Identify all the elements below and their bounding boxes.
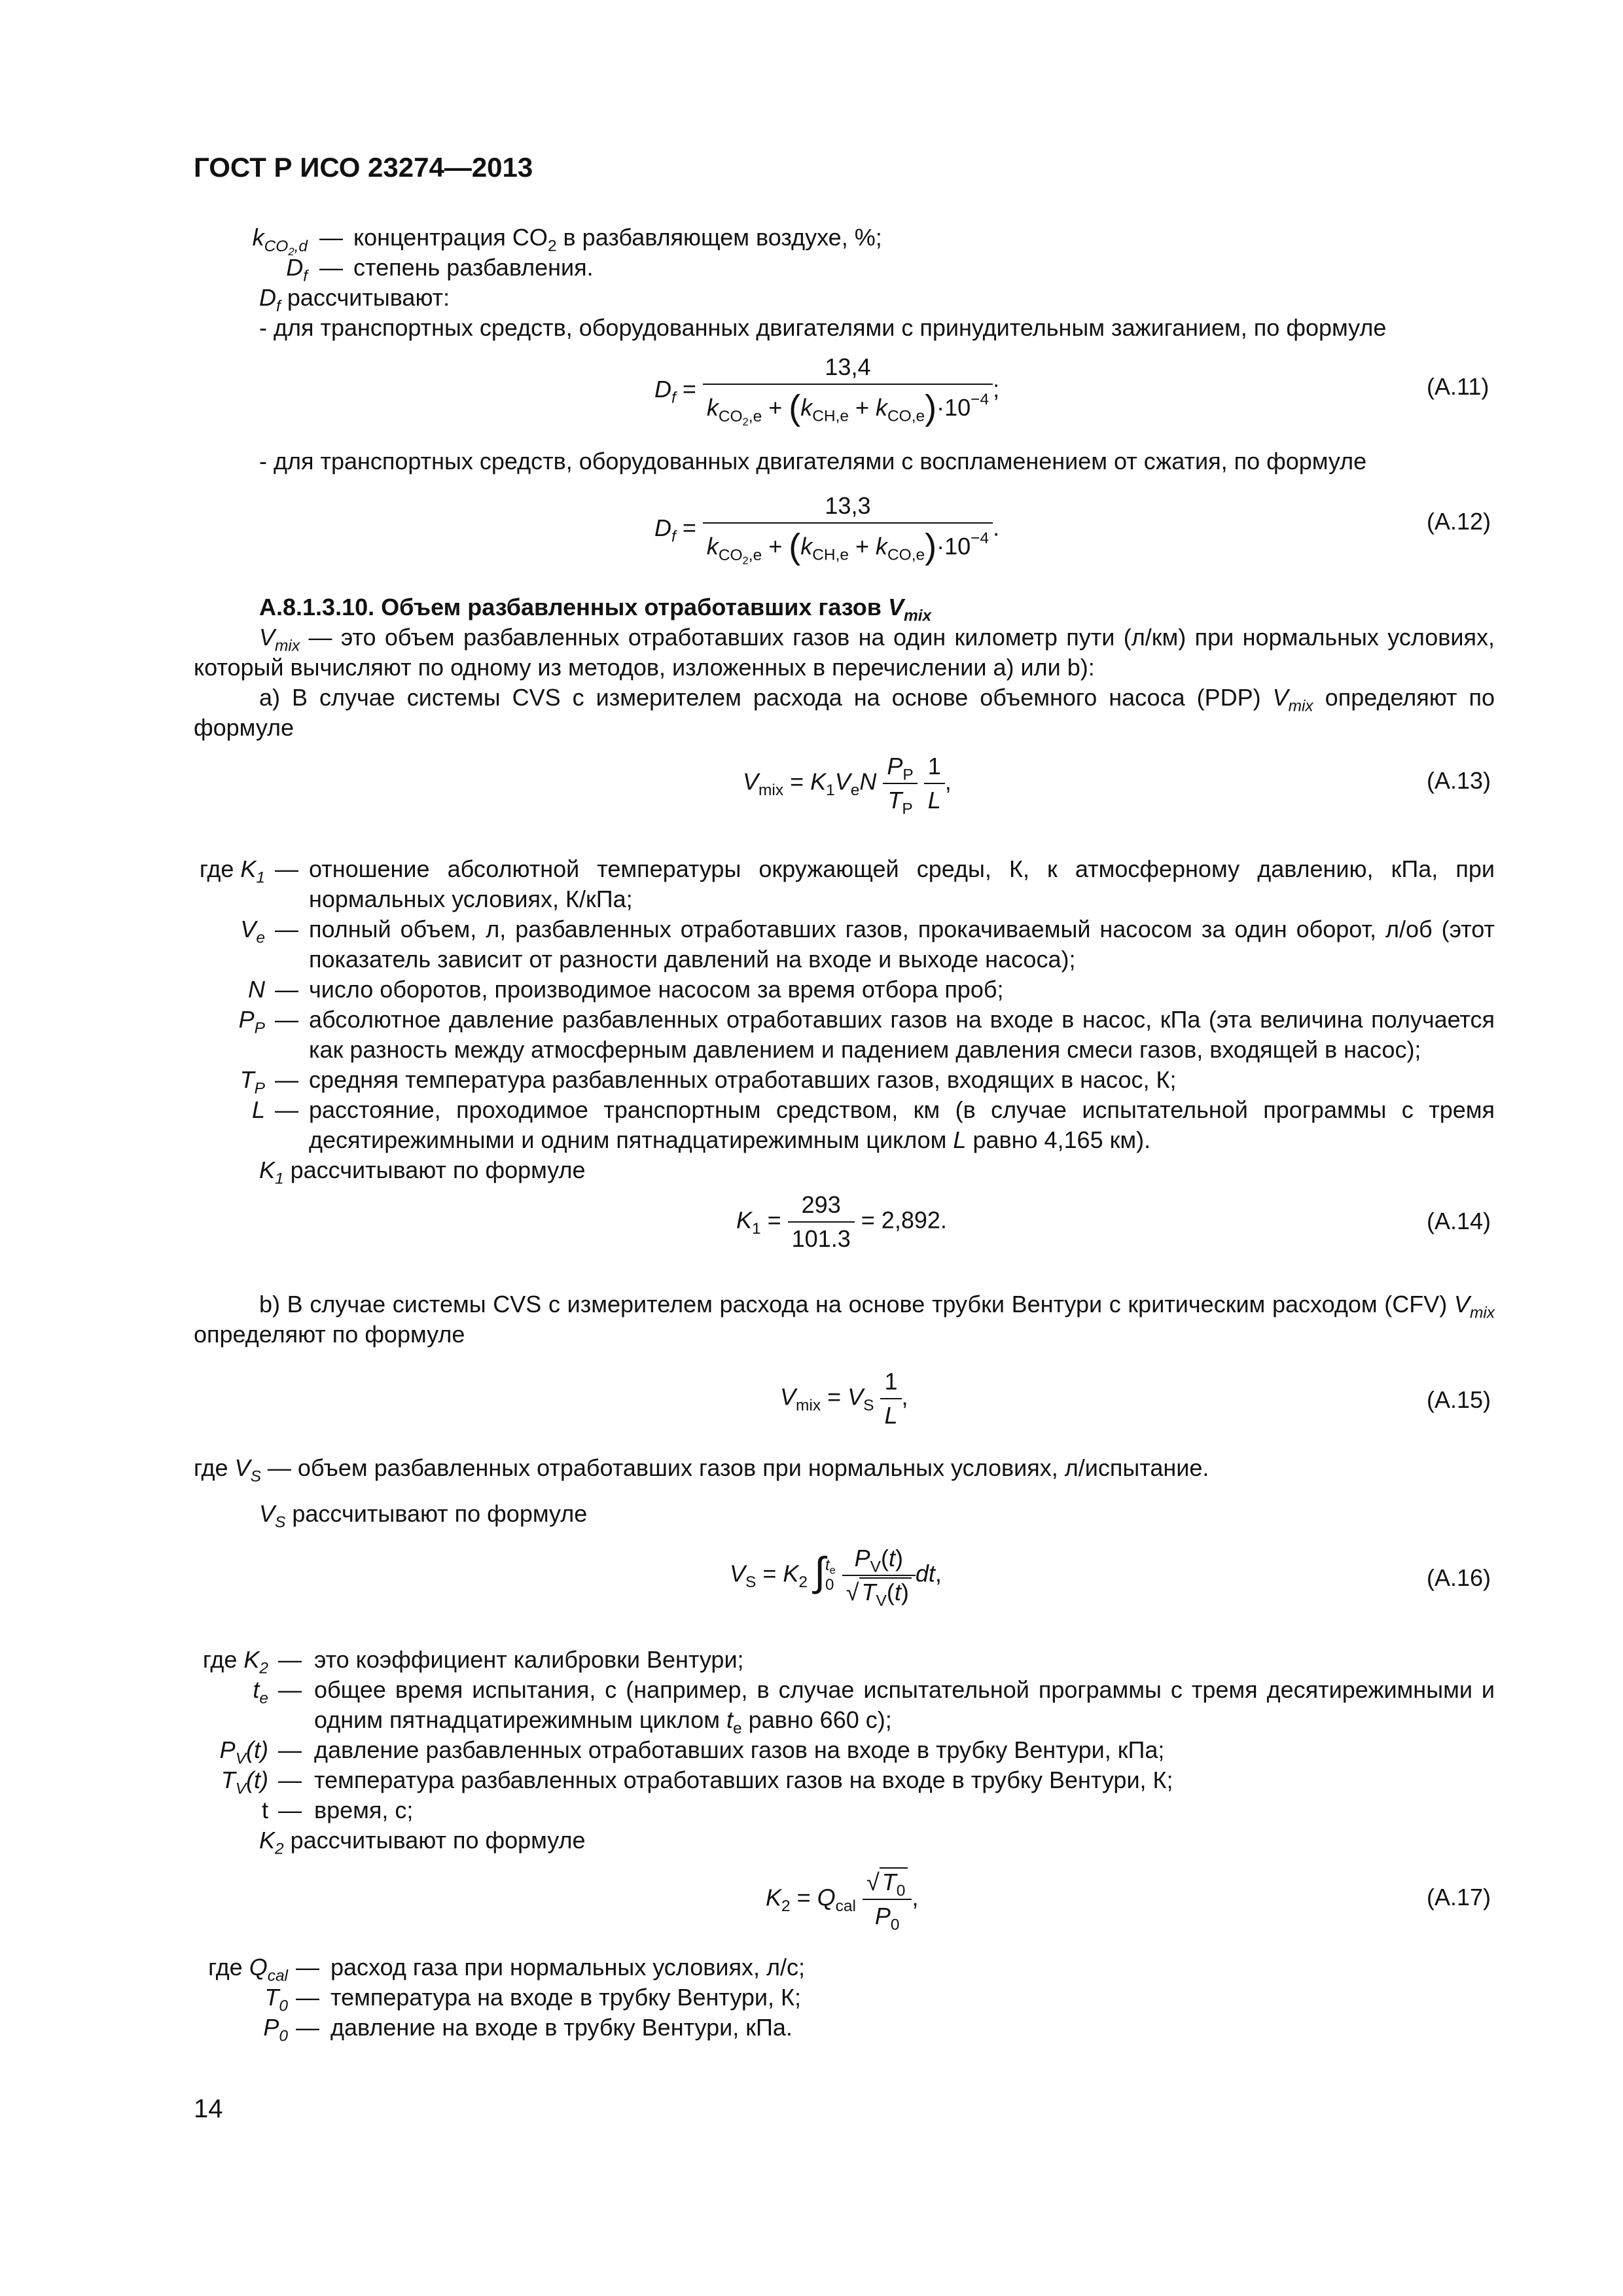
formula-fraction xyxy=(788,1191,855,1253)
def-text: температура разбавленных отработавших газов на входе в трубку Вентури, К; xyxy=(314,1767,1173,1793)
formula-a17: $K_2 = Q_{cal}$ $\frac{√ T_0}{P_0}$ , xyxy=(766,1869,919,1934)
vmix-symbol: $V_{mix}$ xyxy=(259,624,300,655)
def-row-pp xyxy=(0,1005,1623,1065)
def-dash: — xyxy=(278,1797,302,1823)
def-dash: — xyxy=(296,2014,319,2041)
def-text: концентрация $CO_2$ в разбавляющем воздухе, %; xyxy=(353,224,882,255)
vs-symbol: $V_S$ xyxy=(234,1454,261,1486)
section-heading-symbol: $V_{mix}$ xyxy=(887,594,932,625)
def-dash: — xyxy=(319,224,343,251)
equation-number-a16: (А.16) xyxy=(1427,1564,1491,1591)
def-text: отношение абсолютной температуры окружающей среды, К, к атмосферному давлению, кПа, при нормальных условиях, К/кПа; xyxy=(309,855,1495,912)
formula-lhs: $D_f$ xyxy=(654,514,676,546)
def-text: полный объем, л, разбавленных отработавших газов, прокачиваемый насосом за один оборот, л/об (этот показатель зависит от разности давлений на входе и выходе насоса); xyxy=(309,916,1495,973)
formula-lhs: $D_f$ xyxy=(654,375,676,407)
def-symbol: $t_e$ xyxy=(253,1676,268,1708)
document-header: ГОСТ Р ИСО 23274—2013 xyxy=(194,152,533,183)
formula-fraction xyxy=(703,353,993,428)
def-row-tv xyxy=(0,1765,1623,1798)
vmix-paragraph-text: — это объем разбавленных отработавших газов на один километр пути (л/км) при нормальных условиях, который вычисляют по одному из методов, изложенных в перечислении а) или b): xyxy=(194,624,1495,681)
def-dash: — xyxy=(278,1736,302,1763)
formula-numerator: 293 xyxy=(801,1191,841,1218)
def-row-k2 xyxy=(0,1645,1623,1675)
pdp-paragraph-text-a: а) В случае системы CVS с измерителем расхода на основе объемного насоса (PDP) xyxy=(259,684,1261,711)
def-dash: — xyxy=(275,976,298,1003)
def-symbol: где $K_1$ xyxy=(199,855,265,887)
formula-numerator: 13,4 xyxy=(825,353,871,380)
def-text: средняя температура разбавленных отработавших газов, входящих в насос, К; xyxy=(309,1066,1177,1093)
def-text: абсолютное давление разбавленных отработавших газов на входе в насос, кПа (эта величина получается как разность между атмосферным давлением и падением давления смеси газов, входящей в насос); xyxy=(309,1006,1495,1063)
def-symbol: $T_P$ xyxy=(240,1066,265,1098)
formula-numerator: 13,3 xyxy=(825,492,871,519)
def-text: давление на входе в трубку Вентури, кПа. xyxy=(330,2014,793,2041)
cfv-paragraph-text-a: b) В случае системы CVS с измерителем расхода на основе трубки Вентури с критическим расходом (CFV) xyxy=(259,1291,1448,1318)
formula-a14: $K_1$ = $\frac{293}{101.3}$ = 2,892. xyxy=(736,1191,947,1252)
equation-number-a12: (А.12) xyxy=(1427,508,1491,535)
formula-denominator: $k_{CO_2,e} + (k_{CH,e} + k_{CO,e})\cdot 10^{-4}$ xyxy=(703,522,993,567)
equation-number-a17: (А.17) xyxy=(1427,1884,1491,1910)
equation-number-a13: (А.13) xyxy=(1427,767,1491,794)
vs-intro xyxy=(259,1499,588,1532)
item-spark-ignition: - для транспортных средств, оборудованных двигателями с принудительным зажиганием, по формуле xyxy=(259,314,1387,341)
formula-fraction-l: $\frac{1}{L}$ xyxy=(924,753,945,814)
formula-fraction: $\frac{P_V(t)}{√ T_V(t)}$ xyxy=(842,1545,916,1606)
def-dash: — xyxy=(296,1954,319,1981)
vmix-paragraph xyxy=(194,622,1495,683)
def-dash: — xyxy=(275,1096,298,1123)
k1-intro xyxy=(259,1155,586,1188)
formula-denominator: $k_{CO_2,e} + (k_{CH,e} + k_{CO,e})\cdot 10^{-4}$ xyxy=(703,384,993,428)
formula-denominator: 101.3 xyxy=(788,1221,855,1253)
equation-number-a14: (А.14) xyxy=(1427,1208,1491,1234)
formula-fraction xyxy=(703,492,993,567)
item-compression-ignition: - для транспортных средств, оборудованных двигателями с воспламенением от сжатия, по формуле xyxy=(259,448,1367,475)
def-dash: — xyxy=(278,1676,302,1703)
def-row-n xyxy=(0,975,1623,1005)
def-dash: — xyxy=(275,855,298,882)
k1-symbol: $K_1$ xyxy=(259,1157,284,1188)
df-intro-text: рассчитывают: xyxy=(287,284,450,311)
def-symbol: $P_P$ xyxy=(238,1006,265,1037)
def-dash: — xyxy=(319,254,343,281)
equation-number-a11: (А.11) xyxy=(1427,373,1489,400)
formula-fraction: $\frac{√ T_0}{P_0}$ xyxy=(863,1869,912,1930)
cfv-paragraph-text-b: определяют по формуле xyxy=(194,1321,465,1348)
def-row-qcal xyxy=(0,1952,1623,1985)
def-text: расход газа при нормальных условиях, л/с; xyxy=(330,1954,805,1981)
k2-intro-text: рассчитывают по формуле xyxy=(290,1827,586,1854)
def-dash: — xyxy=(275,1006,298,1033)
pdp-paragraph-text-b: определяют по формуле xyxy=(194,684,1495,741)
vs-definition: где $V_S$ — объем разбавленных отработавших газов при нормальных условиях, л/испытание. xyxy=(194,1454,1209,1486)
formula-a12: $D_f$ = $\frac{13,3}{k_{CO_2,e} + (k_{CH,e} + k_{CO,e})\cdot 10^{-4}}$ . xyxy=(654,492,1000,567)
def-row-df xyxy=(0,253,1623,283)
def-row-t0 xyxy=(0,1982,1623,2013)
formula-a16: $V_S = K_2$ $\int t_e$ 0 $\frac{P_V(t)}{√ T_V(t)}$ dt, xyxy=(730,1545,942,1610)
def-symbol: где $K_2$ xyxy=(202,1646,268,1677)
vs-symbol: $V_S$ xyxy=(259,1500,286,1532)
def-symbol: t xyxy=(261,1797,268,1823)
def-symbol: $T_0$ xyxy=(264,1984,288,2015)
k2-intro xyxy=(259,1825,586,1856)
def-row-te xyxy=(0,1675,1623,1738)
df-intro xyxy=(259,283,450,313)
formula-a11: $D_f$ = $\frac{13,4}{k_{CO_2,e} + (k_{CH,e} + k_{CO,e})\cdot 10^{-4}}$ ; xyxy=(654,353,1000,428)
def-row-pv xyxy=(0,1735,1623,1768)
def-text: степень разбавления. xyxy=(353,254,594,281)
def-dash: — xyxy=(275,916,298,942)
def-dash: — xyxy=(278,1646,302,1673)
def-row-p0 xyxy=(0,2013,1623,2043)
def-text: давление разбавленных отработавших газов на входе в трубку Вентури, кПа; xyxy=(314,1736,1165,1763)
section-heading-text: А.8.1.3.10. Объем разбавленных отработавших газов xyxy=(259,594,882,620)
def-row-k1 xyxy=(0,854,1623,914)
def-dash: — xyxy=(296,1984,319,2011)
def-text: общее время испытания, с (например, в случае испытательной программы с тремя десятирежимными и одним пятнадцатирежимным циклом $t_e$ равно 660 с); xyxy=(314,1676,1495,1738)
page-number: 14 xyxy=(194,2094,223,2123)
def-text: расстояние, проходимое транспортным средством, км (в случае испытательной программы с тремя десятирежимными и одним пятнадцатирежимным циклом L равно 4,165 км). xyxy=(309,1096,1495,1153)
pdp-paragraph xyxy=(194,683,1495,743)
formula-fraction: $\frac{1}{L}$ xyxy=(880,1368,901,1429)
def-row-kco2d xyxy=(0,223,1623,258)
def-symbol: $k_{CO_2,d}$ xyxy=(252,224,308,258)
def-symbol: $V_e$ xyxy=(240,916,265,947)
def-row-t xyxy=(0,1795,1623,1825)
equation-number-a15: (А.15) xyxy=(1427,1386,1491,1413)
def-text: время, с; xyxy=(314,1797,414,1823)
def-text: число оборотов, производимое насосом за время отбора проб; xyxy=(309,976,1004,1003)
vmix-symbol: $V_{mix}$ xyxy=(1454,1291,1495,1322)
formula-fraction-p: $\frac{P_P}{T_P}$ xyxy=(883,753,917,814)
cfv-paragraph xyxy=(194,1289,1495,1350)
def-symbol: L xyxy=(251,1096,265,1123)
def-symbol: $D_f$ xyxy=(286,254,308,285)
formula-result: = 2,892. xyxy=(861,1206,947,1234)
vs-definition-text: — объем разбавленных отработавших газов при нормальных условиях, л/испытание. xyxy=(267,1454,1209,1481)
def-symbol: где $Q_{cal}$ xyxy=(208,1954,288,1985)
def-row-ve xyxy=(0,914,1623,975)
k2-symbol: $K_2$ xyxy=(259,1827,284,1858)
def-text: температура на входе в трубку Вентури, К; xyxy=(330,1984,801,2011)
section-heading xyxy=(259,592,932,625)
def-row-tp xyxy=(0,1065,1623,1098)
def-symbol: $T_V(t)$ xyxy=(221,1767,268,1798)
def-symbol: $P_V(t)$ xyxy=(219,1736,268,1768)
def-row-l xyxy=(0,1095,1623,1155)
def-dash: — xyxy=(275,1066,298,1093)
def-symbol: N xyxy=(248,976,265,1003)
vs-intro-text: рассчитывают по формуле xyxy=(292,1500,588,1527)
def-text: это коэффициент калибровки Вентури; xyxy=(314,1646,744,1673)
formula-a15: $V_{mix} = V_S$ $\frac{1}{L}$ , xyxy=(780,1368,908,1429)
def-dash: — xyxy=(278,1767,302,1793)
vmix-symbol: $V_{mix}$ xyxy=(1272,684,1313,715)
formula-a13: $V_{mix} = K_1V_eN$ $\frac{P_P}{T_P}$ $\frac{1}{L}$ , xyxy=(743,753,952,818)
k1-intro-text: рассчитывают по формуле xyxy=(290,1157,586,1183)
df-symbol: $D_f$ xyxy=(259,284,281,315)
def-symbol: $P_0$ xyxy=(263,2014,288,2045)
